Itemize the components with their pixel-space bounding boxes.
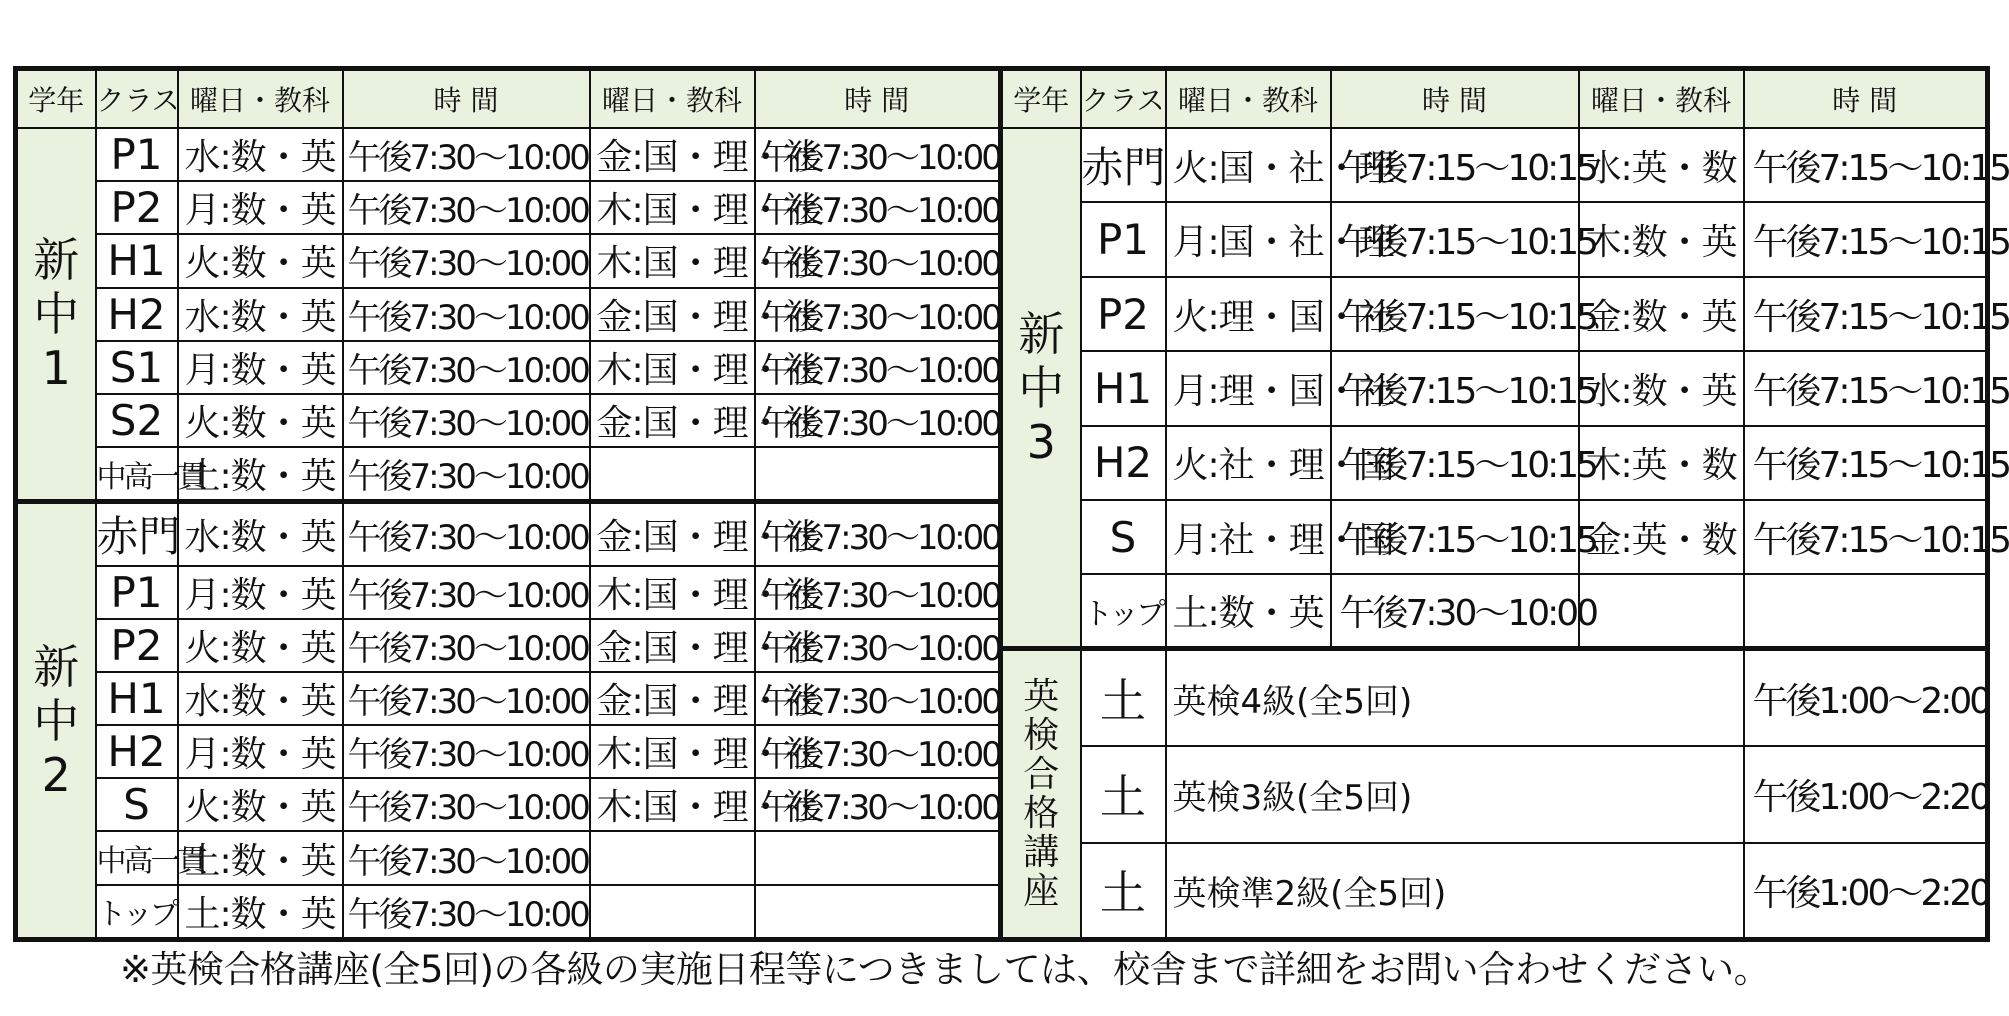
schedule-row — [16, 885, 1001, 940]
time-1: 午後7:30〜10:00 — [343, 502, 590, 566]
day-subject-1: 火:数・英 — [178, 234, 343, 287]
grade-header: 学年 — [1001, 69, 1081, 129]
time-2 — [755, 831, 1001, 884]
time-2: 午後7:30〜10:00 — [755, 672, 1001, 725]
schedule-row — [1001, 574, 1988, 648]
time-2: 午後7:30〜10:00 — [755, 778, 1001, 831]
time-2: 午後7:15〜10:15 — [1744, 500, 1988, 574]
day-subject-2: 木:国・理・社 — [590, 341, 755, 394]
day-subject-1: 月:数・英 — [178, 725, 343, 778]
grade-char: 2 — [41, 747, 71, 802]
grade-label — [1001, 649, 1081, 940]
class-name: H2 — [1081, 426, 1166, 500]
day-subject-1: 火:数・英 — [178, 778, 343, 831]
grade-char: 格 — [1023, 793, 1060, 835]
schedule-row — [16, 672, 1001, 725]
time-1: 午後7:30〜10:00 — [343, 234, 590, 287]
day-subject-2 — [590, 885, 755, 940]
schedule-row — [1001, 202, 1988, 276]
eiken-row — [1001, 746, 1988, 843]
day-subject-2: 木:国・理・社 — [590, 725, 755, 778]
time-1: 午後7:30〜10:00 — [343, 566, 590, 619]
eiken-course: 英検準2級(全5回) — [1166, 843, 1744, 940]
time-header: 時 間 — [343, 69, 590, 129]
day-subject-1: 土:数・英 — [178, 831, 343, 884]
day-subject-2 — [590, 447, 755, 502]
schedule-row — [16, 128, 1001, 181]
day-subject-2: 金:国・理・社 — [590, 619, 755, 672]
time-2: 午後7:15〜10:15 — [1744, 202, 1988, 276]
time-1: 午後7:30〜10:00 — [343, 128, 590, 181]
time-2: 午後7:30〜10:00 — [755, 181, 1001, 234]
time-2 — [755, 447, 1001, 502]
right-schedule-table — [998, 66, 2009, 942]
grade-char: 3 — [1026, 414, 1056, 469]
time-2 — [1744, 574, 1988, 648]
right-header-row — [1001, 69, 1988, 129]
day-subject-2 — [590, 831, 755, 884]
class-header: クラス — [96, 69, 178, 129]
schedule-row — [1001, 500, 1988, 574]
time-2: 午後7:15〜10:15 — [1744, 426, 1988, 500]
right-table-body — [1001, 128, 2009, 940]
day-subject-1: 土:数・英 — [1166, 574, 1331, 648]
day-subject-1: 土:数・英 — [178, 885, 343, 940]
day-subject-2 — [1579, 574, 1744, 648]
eiken-day: 土 — [1081, 843, 1166, 940]
day-subject-1: 水:数・英 — [178, 672, 343, 725]
time-2 — [755, 885, 1001, 940]
time-1: 午後7:30〜10:00 — [343, 831, 590, 884]
day-subject-2: 水:数・英 — [1579, 351, 1744, 425]
schedule-row — [16, 502, 1001, 566]
day-subject-2: 金:数・英 — [1579, 277, 1744, 351]
day-subject-2: 金:国・理・社 — [590, 502, 755, 566]
day-subject-1: 火:数・英 — [178, 394, 343, 447]
grade-label — [16, 128, 96, 502]
day-subject-1: 火:国・社・理 — [1166, 128, 1331, 202]
class-name: 中高一貫 — [96, 831, 178, 884]
class-name: S1 — [96, 341, 178, 394]
day-subject-1: 火:社・理・国 — [1166, 426, 1331, 500]
time-1: 午後7:15〜10:15 — [1331, 426, 1579, 500]
day-subject-2: 木:国・理・社 — [590, 181, 755, 234]
grade-char: 1 — [41, 341, 71, 396]
day-subject-2: 金:国・理・社 — [590, 128, 755, 181]
day-subject-1: 月:数・英 — [178, 181, 343, 234]
schedule-row — [16, 447, 1001, 502]
class-name: H1 — [96, 672, 178, 725]
time-1: 午後7:15〜10:15 — [1331, 351, 1579, 425]
day-subject-2: 金:国・理・社 — [590, 288, 755, 341]
day-subject-1: 水:数・英 — [178, 128, 343, 181]
time-header: 時 間 — [755, 69, 1001, 129]
time-2: 午後7:30〜10:00 — [755, 394, 1001, 447]
class-name: P2 — [96, 619, 178, 672]
day-subject-2: 木:国・理・社 — [590, 234, 755, 287]
class-name: P2 — [1081, 277, 1166, 351]
grade-char: 中 — [33, 287, 80, 342]
time-2: 午後7:30〜10:00 — [755, 234, 1001, 287]
grade-char: 新 — [33, 233, 80, 288]
class-name: P1 — [96, 566, 178, 619]
grade-char: 合 — [1023, 754, 1060, 796]
time-2: 午後7:15〜10:15 — [1744, 351, 1988, 425]
day-subject-1: 土:数・英 — [178, 447, 343, 502]
time-1: 午後7:30〜10:00 — [343, 447, 590, 502]
class-name: 中高一貫 — [96, 447, 178, 502]
grade-char: 英 — [1023, 676, 1060, 718]
schedule-row — [16, 831, 1001, 884]
grade-label — [1001, 128, 1081, 649]
class-header: クラス — [1081, 69, 1166, 129]
time-header: 時 間 — [1331, 69, 1579, 129]
time-header: 時 間 — [1744, 69, 1988, 129]
day-subject-1: 月:数・英 — [178, 341, 343, 394]
schedule-row — [16, 341, 1001, 394]
time-1: 午後7:30〜10:00 — [343, 778, 590, 831]
day-subject-header: 曜日・教科 — [590, 69, 755, 129]
schedule-row — [16, 725, 1001, 778]
eiken-day: 土 — [1081, 649, 1166, 746]
time-1: 午後7:30〜10:00 — [343, 672, 590, 725]
time-2: 午後7:30〜10:00 — [755, 341, 1001, 394]
class-name: S2 — [96, 394, 178, 447]
grade-header: 学年 — [16, 69, 96, 129]
schedule-row — [16, 181, 1001, 234]
class-name: P2 — [96, 181, 178, 234]
day-subject-header: 曜日・教科 — [178, 69, 343, 129]
schedule-row — [1001, 128, 1988, 202]
left-header-row — [16, 69, 1001, 129]
eiken-time: 午後1:00〜2:00 — [1744, 649, 1988, 746]
day-subject-1: 月:理・国・社 — [1166, 351, 1331, 425]
day-subject-2: 木:国・理・社 — [590, 566, 755, 619]
left-schedule-table — [13, 66, 1003, 942]
time-2: 午後7:30〜10:00 — [755, 128, 1001, 181]
time-1: 午後7:15〜10:15 — [1331, 500, 1579, 574]
eiken-time: 午後1:00〜2:20 — [1744, 746, 1988, 843]
eiken-row — [1001, 843, 1988, 940]
class-name: トップ — [96, 885, 178, 940]
schedule-row — [1001, 277, 1988, 351]
class-name: P1 — [96, 128, 178, 181]
grade-char: 講 — [1023, 832, 1060, 874]
time-1: 午後7:30〜10:00 — [343, 725, 590, 778]
grade-char: 新 — [33, 639, 80, 694]
day-subject-2: 木:国・理・社 — [590, 778, 755, 831]
time-2: 午後7:15〜10:15 — [1744, 277, 1988, 351]
day-subject-2: 金:国・理・社 — [590, 394, 755, 447]
time-2: 午後7:30〜10:00 — [755, 502, 1001, 566]
footnote: ※英検合格講座(全5回)の各級の実施日程等につきましては、校舎まで詳細をお問い合わせください。 — [120, 948, 1771, 991]
time-1: 午後7:15〜10:15 — [1331, 202, 1579, 276]
day-subject-2: 木:英・数 — [1579, 426, 1744, 500]
time-1: 午後7:15〜10:15 — [1331, 277, 1579, 351]
time-2: 午後7:15〜10:15 — [1744, 128, 1988, 202]
time-1: 午後7:15〜10:15 — [1331, 128, 1579, 202]
class-name: H1 — [1081, 351, 1166, 425]
schedule-row — [16, 619, 1001, 672]
time-2: 午後7:30〜10:00 — [755, 288, 1001, 341]
eiken-course: 英検4級(全5回) — [1166, 649, 1744, 746]
day-subject-2: 水:英・数 — [1579, 128, 1744, 202]
day-subject-1: 水:数・英 — [178, 502, 343, 566]
time-1: 午後7:30〜10:00 — [343, 181, 590, 234]
schedule-row — [1001, 351, 1988, 425]
time-2: 午後7:30〜10:00 — [755, 566, 1001, 619]
day-subject-1: 水:数・英 — [178, 288, 343, 341]
day-subject-2: 金:英・数 — [1579, 500, 1744, 574]
grade-char: 座 — [1023, 871, 1060, 913]
class-name: P1 — [1081, 202, 1166, 276]
eiken-day: 土 — [1081, 746, 1166, 843]
class-name: トップ — [1081, 574, 1166, 648]
grade-char: 検 — [1023, 715, 1060, 757]
time-1: 午後7:30〜10:00 — [1331, 574, 1579, 648]
day-subject-1: 月:国・社・理 — [1166, 202, 1331, 276]
eiken-course: 英検3級(全5回) — [1166, 746, 1744, 843]
grade-char: 中 — [33, 693, 80, 748]
day-subject-1: 火:理・国・社 — [1166, 277, 1331, 351]
schedule-row — [1001, 426, 1988, 500]
class-name: H2 — [96, 725, 178, 778]
schedule-row — [16, 778, 1001, 831]
time-1: 午後7:30〜10:00 — [343, 341, 590, 394]
grade-label — [16, 502, 96, 940]
day-subject-1: 月:社・理・国 — [1166, 500, 1331, 574]
eiken-row — [1001, 649, 1988, 746]
class-name: S — [96, 778, 178, 831]
time-1: 午後7:30〜10:00 — [343, 619, 590, 672]
time-1: 午後7:30〜10:00 — [343, 885, 590, 940]
grade-char: 中 — [1018, 360, 1065, 415]
day-subject-2: 金:国・理・社 — [590, 672, 755, 725]
schedule-row — [16, 288, 1001, 341]
time-2: 午後7:30〜10:00 — [755, 725, 1001, 778]
time-2: 午後7:30〜10:00 — [755, 619, 1001, 672]
eiken-time: 午後1:00〜2:20 — [1744, 843, 1988, 940]
day-subject-1: 火:数・英 — [178, 619, 343, 672]
class-name: H2 — [96, 288, 178, 341]
day-subject-header: 曜日・教科 — [1166, 69, 1331, 129]
left-table-body — [16, 128, 1001, 940]
schedule-row — [16, 234, 1001, 287]
time-1: 午後7:30〜10:00 — [343, 394, 590, 447]
day-subject-2: 木:数・英 — [1579, 202, 1744, 276]
class-name: 赤門 — [96, 502, 178, 566]
day-subject-1: 月:数・英 — [178, 566, 343, 619]
schedule-row — [16, 566, 1001, 619]
day-subject-header: 曜日・教科 — [1579, 69, 1744, 129]
class-name: H1 — [96, 234, 178, 287]
grade-char: 新 — [1018, 306, 1065, 361]
class-name: S — [1081, 500, 1166, 574]
time-1: 午後7:30〜10:00 — [343, 288, 590, 341]
class-name: 赤門 — [1081, 128, 1166, 202]
schedule-row — [16, 394, 1001, 447]
